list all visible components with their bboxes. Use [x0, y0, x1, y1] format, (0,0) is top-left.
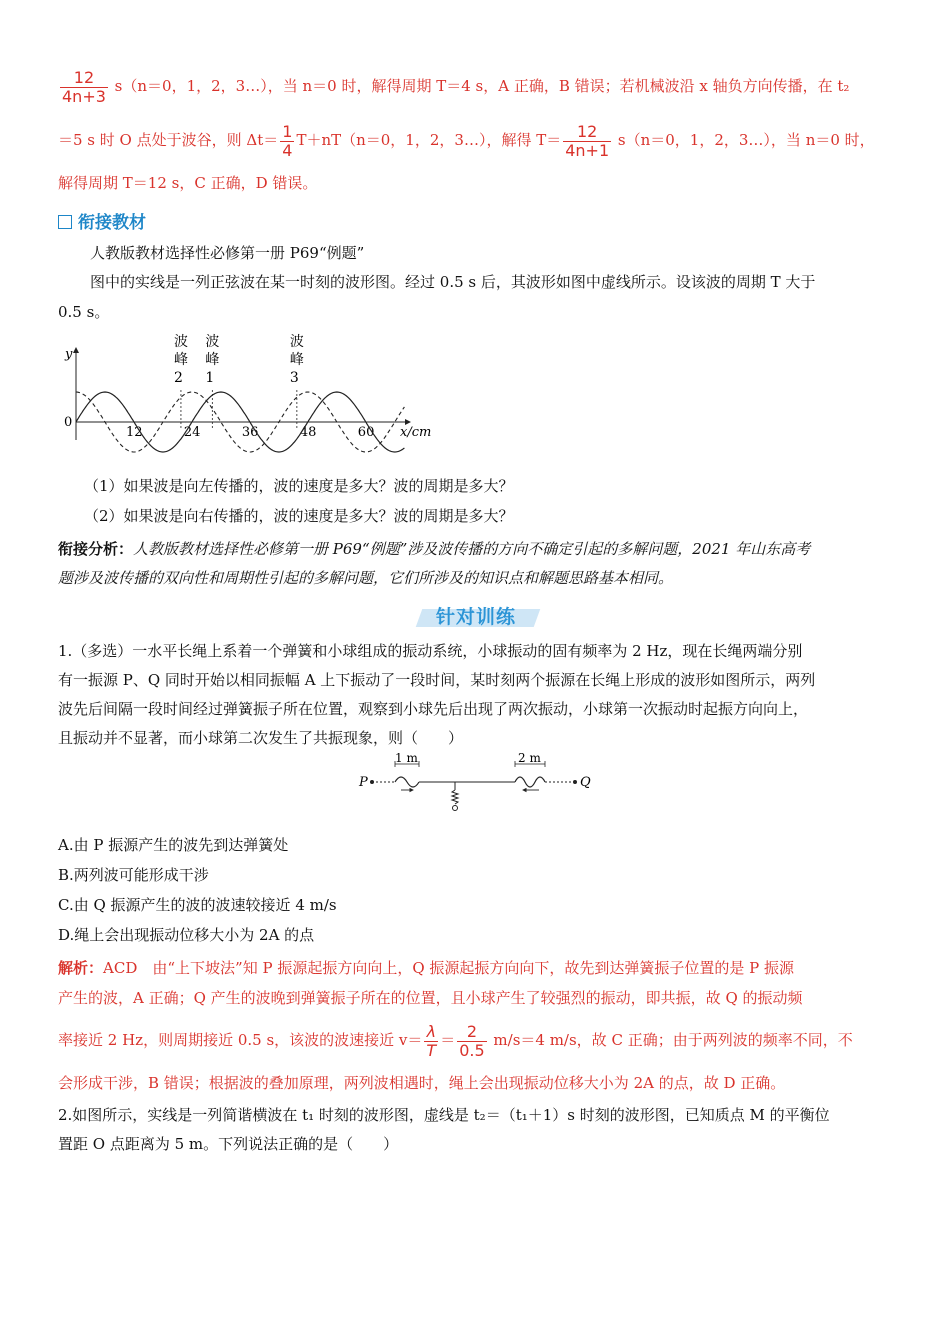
- section-heading: 衔接教材: [58, 208, 146, 233]
- peak-label-char: 峰: [289, 352, 304, 368]
- q2-stem-line-1: 2.如图所示，实线是一列简谐横波在 t₁ 时刻的波形图，虚线是 t₂＝（t₁＋1）s 时刻的波形图，已知质点 M 的平衡位: [58, 1106, 830, 1124]
- distance-1m-label: 1 m: [395, 752, 418, 765]
- source-q-dot: [573, 780, 577, 784]
- checkbox-square-icon: [58, 215, 72, 229]
- source-p-label: P: [359, 775, 368, 790]
- question-right: （2）如果波是向右传播的，波的速度是多大？波的周期是多大？: [84, 507, 514, 525]
- fraction-12-over-4n1: $\frac{12}{4n+1}$: [565, 121, 610, 160]
- solution-line-3: 率接近 2 Hz，则周期接近 0.5 s，该波的波速接近 v＝ $\frac{\lambda}{T}$ ＝ $\frac{2}{0.5}$ m/s＝4 m/s，故 C 正确；由于两列波的频率不同，不: [58, 1021, 853, 1060]
- rope-figure: [355, 752, 605, 822]
- q1-stem-line-2: 有一振源 P、Q 同时开始以相同振幅 A 上下振动了一段时间，某时刻两个振源在长绳上形成的波形如图所示，两列: [58, 671, 816, 689]
- question-left: （1）如果波是向左传播的，波的速度是多大？波的周期是多大？: [84, 477, 514, 495]
- origin-label: 0: [64, 415, 73, 430]
- x-tick-label: 24: [183, 425, 201, 440]
- peak-label-number: 3: [289, 370, 299, 386]
- solution-line-2: 产生的波，A 正确；Q 产生的波晚到弹簧振子所在的位置，且小球产生了较强烈的振动，即共振，故 Q 的振动频: [58, 989, 803, 1007]
- peak-label-char: 波: [205, 334, 220, 350]
- source-q-label: Q: [580, 775, 591, 790]
- y-axis-label: y: [65, 347, 73, 362]
- option-c: C.由 Q 振源产生的波的波速较接近 4 m/s: [58, 896, 337, 914]
- solution-continuation-line-3: 解得周期 T＝12 s，C 正确，D 错误。: [58, 174, 318, 192]
- peak-label-number: 1: [205, 370, 215, 386]
- option-d: D.绳上会出现振动位移大小为 2A 的点: [58, 926, 315, 944]
- option-b: B.两列波可能形成干涉: [58, 866, 209, 884]
- solution-continuation-line-2: ＝5 s 时 O 点处于波谷，则 Δt＝ $\frac{1}{4}$ T＋nT（n＝0，1，2，3…），解得 T＝ $\frac{12}{4n+1}$ s（n＝0，1，2，3…），当 n＝0 时，: [58, 121, 875, 160]
- tick-labels: [126, 425, 374, 440]
- analysis-line-1: 衔接分析：人教版教材选择性必修第一册 P69“例题”涉及波传播的方向不确定引起的多解问题，2021 年山东高考: [58, 540, 811, 558]
- wave-pulse-q: [515, 777, 545, 787]
- distance-2m-label: 2 m: [518, 752, 541, 765]
- q2-stem-line-2: 置距 O 点距离为 5 m。下列说法正确的是（ ）: [58, 1135, 399, 1153]
- wave-figure: [58, 330, 438, 470]
- solution-line-4: 会形成干涉，B 错误；根据波的叠加原理，两列波相遇时，绳上会出现振动位移大小为 2A 的点，故 D 正确。: [58, 1074, 786, 1092]
- peak-label-number: 2: [173, 370, 183, 386]
- solution-label: 解析：: [58, 959, 104, 977]
- x-tick-label: 12: [125, 425, 143, 440]
- x-tick-label: 48: [299, 425, 317, 440]
- q1-stem-line-1: 1.（多选）一水平长绳上系着一个弹簧和小球组成的振动系统，小球振动的固有频率为 2 Hz，现在长绳两端分别: [58, 642, 803, 660]
- option-a: A.由 P 振源产生的波先到达弹簧处: [58, 836, 289, 854]
- peak-label-char: 峰: [205, 352, 220, 368]
- example-stem-line-2: 0.5 s。: [58, 303, 110, 321]
- peak-markers: [174, 334, 304, 430]
- textbook-source: 人教版教材选择性必修第一册 P69“例题”: [90, 244, 365, 262]
- x-tick-label: 36: [241, 425, 259, 440]
- ball-icon: [453, 806, 458, 811]
- analysis-line-2: 题涉及波传播的双向性和周期性引起的多解问题，它们所涉及的知识点和解题思路基本相同。: [58, 569, 674, 587]
- peak-label-char: 波: [173, 334, 188, 350]
- spring-icon: [452, 790, 458, 804]
- fraction-2-over-0-5: $\frac{2}{0.5}$: [459, 1021, 485, 1060]
- solution-continuation-line-1: $\frac{12}{4n+3}$ s（n＝0，1，2，3…），当 n＝0 时，解得周期 T＝4 s，A 正确，B 错误；若机械波沿 x 轴负方向传播，在 t₂: [62, 67, 850, 106]
- fraction-12-over-4n3: $\frac{12}{4n+3}$: [62, 67, 106, 106]
- x-tick-label: 60: [357, 425, 375, 440]
- peak-label-char: 波: [289, 334, 304, 350]
- q1-stem-line-3: 波先后间隔一段时间经过弹簧振子所在位置，观察到小球先后出现了两次振动，小球第一次振动时起振方向向上，: [58, 700, 809, 718]
- fraction-1-over-4: $\frac{1}{4}$: [282, 121, 293, 160]
- q1-stem-line-4: 且振动并不显著，而小球第二次发生了共振现象，则（ ）: [58, 729, 464, 747]
- x-axis-label: x/cm: [400, 425, 432, 440]
- training-banner: 针对训练: [411, 603, 541, 631]
- peak-label-char: 峰: [173, 352, 188, 368]
- wave-pulse-p: [395, 777, 419, 787]
- solution-line-1: 解析：ACD 由“上下坡法”知 P 振源起振方向向上，Q 振源起振方向向下，故先到达弹簧振子位置的是 P 振源: [58, 959, 795, 977]
- fraction-lambda-over-t: $\frac{\lambda}{T}$: [426, 1021, 437, 1060]
- analysis-label: 衔接分析：: [58, 540, 134, 558]
- example-stem-line-1: 图中的实线是一列正弦波在某一时刻的波形图。经过 0.5 s 后，其波形如图中虚线所示。设该波的周期 T 大于: [90, 273, 816, 291]
